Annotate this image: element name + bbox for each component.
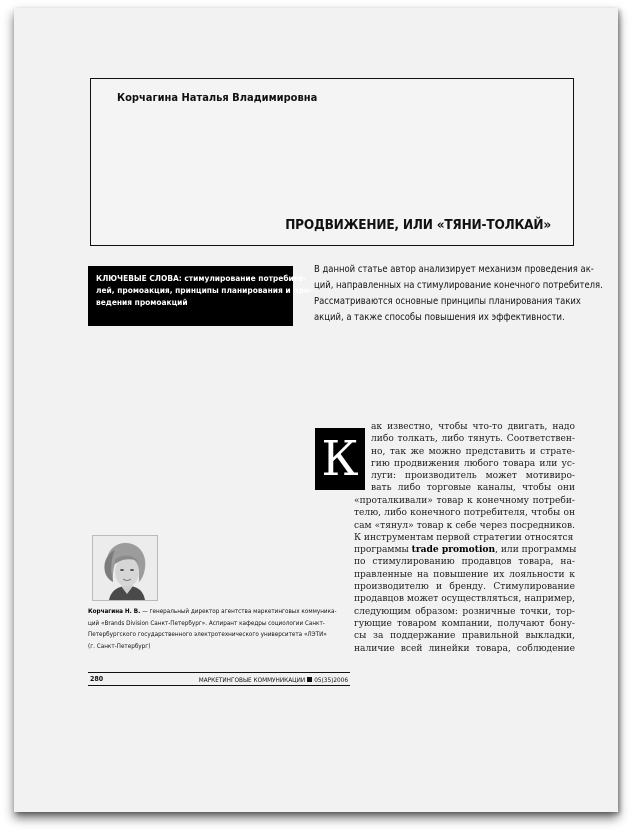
- author-name: Корчагина Наталья Владимировна: [117, 91, 318, 104]
- abstract-line: В данной статье автор анализирует механизм проведения ак-: [314, 264, 594, 275]
- body-line: по стимулированию продавцов товара, на-: [354, 557, 575, 568]
- journal-info: [199, 676, 348, 684]
- body-line: либо толкать, либо тянуть. Соответствен-: [371, 434, 575, 445]
- journal-name: МАРКЕТИНГОВЫЕ КОММУНИКАЦИИ: [198, 675, 306, 684]
- keywords-line: ведения промоакций: [96, 297, 188, 307]
- drop-cap: К: [315, 428, 365, 490]
- bio-line: (г. Санкт-Петербург): [88, 642, 151, 650]
- body-line: К инструментам первой стратегии относятся: [354, 532, 574, 543]
- body-line: сы за поддержание правильной выкладки,: [354, 631, 575, 642]
- abstract-line: Рассматриваются основные принципы планирования таких: [314, 296, 581, 307]
- body-line: луги: производитель может мотивиро-: [371, 471, 575, 482]
- author-bio: [88, 606, 350, 652]
- trade-promotion-term: trade promotion: [411, 544, 496, 556]
- body-line: следующим образом: розничные точки, тор-: [354, 606, 575, 617]
- body-line: телю, либо конечного потребителя, чтобы он: [354, 508, 575, 519]
- body-text-segment: , или программы: [495, 545, 577, 556]
- page-footer: [88, 672, 350, 686]
- body-line: сам «тянул» товар к себе через посредников.: [354, 520, 575, 531]
- body-text-segment: программы: [354, 545, 412, 556]
- abstract: [314, 262, 603, 326]
- author-portrait-icon: [93, 536, 157, 600]
- abstract-line: акций, а также способы повышения их эффективности.: [314, 312, 565, 323]
- bio-text-segment: — генеральный директор агентства маркетинговых коммуника-: [140, 608, 337, 615]
- author-photo: [92, 535, 158, 601]
- body-line: но, так же можно представить и страте-: [371, 446, 575, 457]
- body-line: правленные на повышение их лояльности к: [354, 569, 575, 580]
- bio-line: Петербургского государственного электротехнического университета «ЛЭТИ»: [88, 631, 327, 638]
- article-title: ПРОДВИЖЕНИЕ, ИЛИ «ТЯНИ-ТОЛКАЙ»: [285, 217, 551, 233]
- journal-issue: 05(35)2006: [314, 675, 348, 684]
- journal-page: [14, 8, 618, 812]
- body-line: «проталкивали» товар к конечному потреби-: [354, 496, 575, 506]
- abstract-line: ций, направленных на стимулирование конечного потребителя.: [314, 280, 603, 291]
- keywords-line: лей, промоакция, принципы планирования и про-: [96, 285, 312, 295]
- bio-name: Корчагина Н. В.: [88, 608, 141, 615]
- body-text-wide: [354, 495, 575, 655]
- keywords-box: [88, 266, 312, 326]
- body-line: ак известно, чтобы что-то двигать, надо: [371, 422, 575, 432]
- body-line: гию продвижения любого товара или ус-: [371, 458, 575, 469]
- bio-line: ций «Brands Division Санкт-Петербург». Аспирант кафедры социологии Санкт-: [88, 619, 325, 627]
- body-line: продавцов может осуществляться, например,: [354, 594, 575, 605]
- article-header-box: [90, 78, 574, 246]
- body-line: вать либо торговые каналы, чтобы они: [371, 483, 575, 494]
- bio-line: [88, 606, 350, 618]
- keywords-line: КЛЮЧЕВЫЕ СЛОВА: стимулирование потребите-: [96, 273, 307, 283]
- page-number: 280: [90, 675, 104, 683]
- body-text-narrow: [371, 421, 575, 495]
- body-line-with-term: [354, 544, 575, 556]
- body-line: гующие товаром компании, получают бону-: [354, 618, 575, 629]
- body-line: наличие всей линейки товара, соблюдение: [354, 643, 575, 654]
- square-bullet-icon: [307, 677, 312, 682]
- body-line: производителю и бренду. Стимулирование: [354, 582, 575, 593]
